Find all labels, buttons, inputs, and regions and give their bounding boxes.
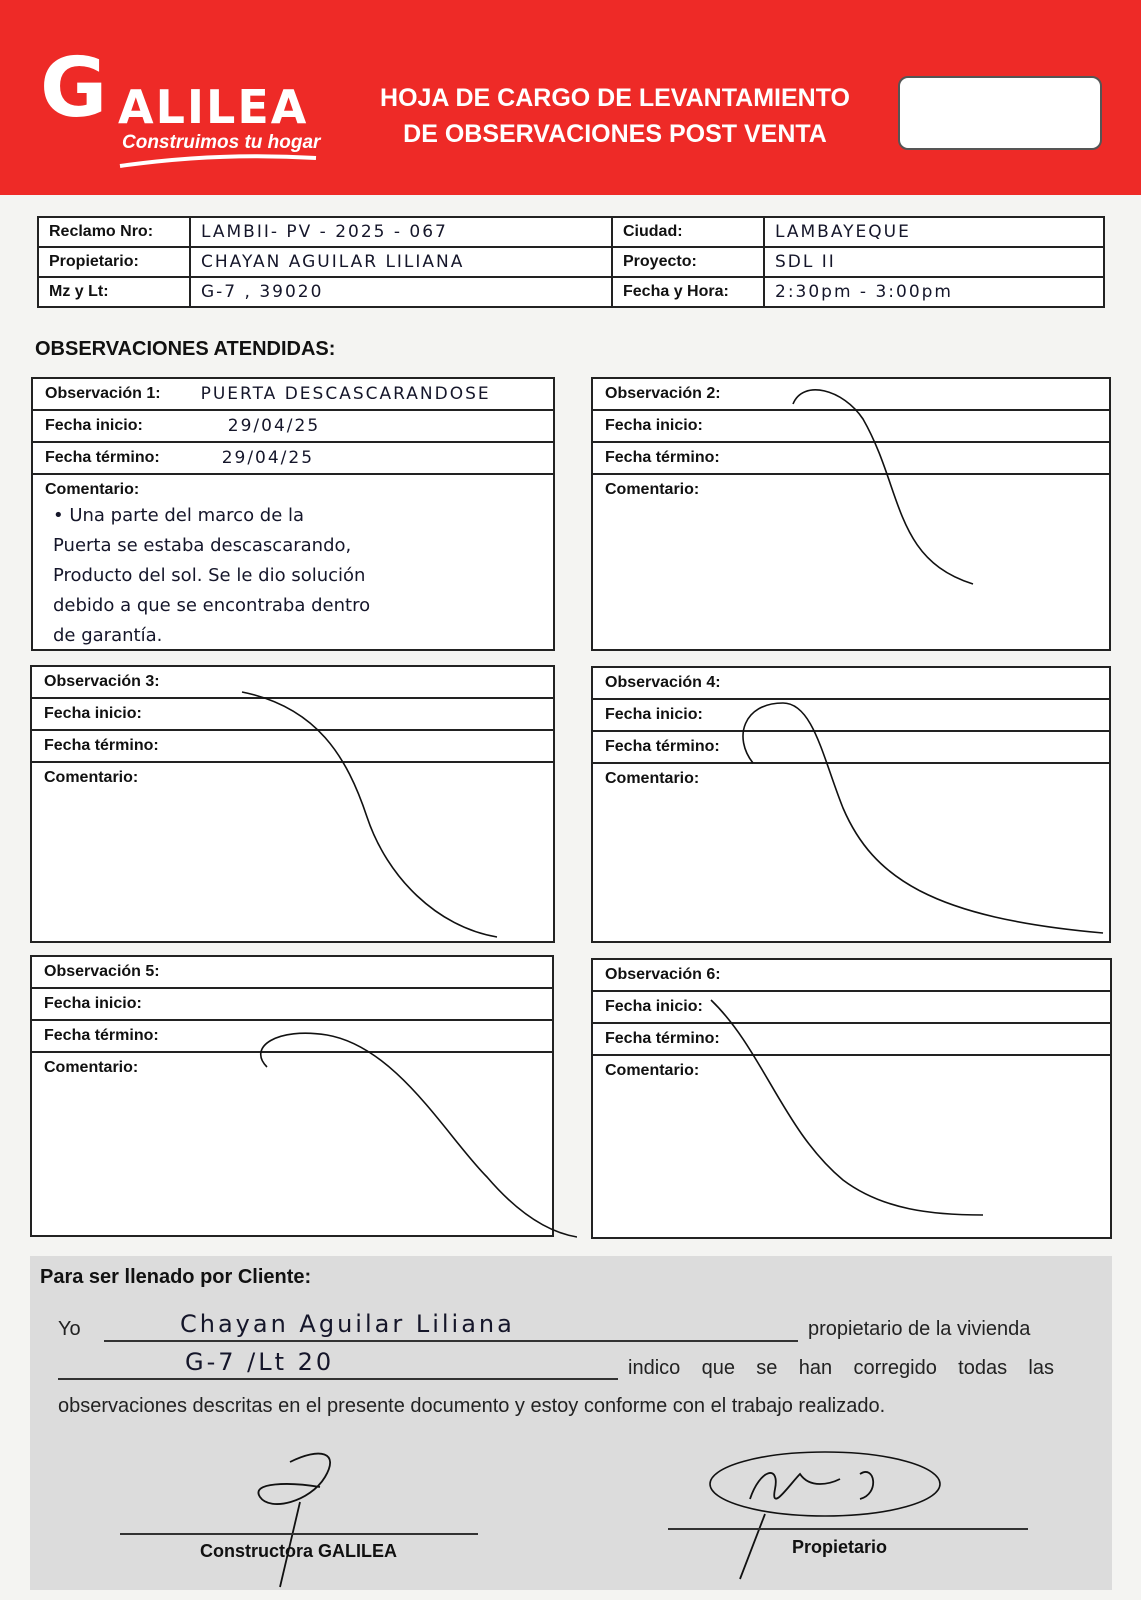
propietario-signature-line [668, 1528, 1028, 1530]
observation-5 [30, 955, 554, 1237]
observation-4-fecha-inicio-label: Fecha inicio: [593, 700, 1109, 732]
observation-6-title: Observación 6: [593, 960, 1110, 992]
logo-swoosh-icon [118, 154, 318, 168]
proyecto-value: SDL II [775, 252, 836, 272]
document-title [355, 80, 875, 152]
observation-2-fecha-termino-label: Fecha término: [593, 443, 1109, 475]
observation-1-title: Observación 1: [45, 385, 161, 402]
observation-1-comment [45, 501, 541, 651]
comment-line: de garantía. [53, 625, 163, 646]
observation-6-fecha-inicio-label: Fecha inicio: [593, 992, 1110, 1024]
observation-4-title: Observación 4: [593, 668, 1109, 700]
observation-1-value: PUERTA DESCASCARANDOSE [200, 384, 491, 404]
indico-text: indico que se han corregido todas las [628, 1357, 1054, 1379]
constructora-signature-line [120, 1533, 478, 1535]
logo-name: ALILEA [118, 80, 309, 134]
observation-6-comentario-label: Comentario: [605, 1062, 700, 1079]
mz-value: G-7 , 39020 [201, 282, 324, 302]
observation-3-title: Observación 3: [32, 667, 553, 699]
code-box [898, 76, 1102, 150]
observation-5-fecha-termino-label: Fecha término: [32, 1021, 552, 1053]
observation-5-comentario-label: Comentario: [44, 1059, 139, 1076]
propietario-signature-icon [700, 1444, 950, 1584]
observation-6 [591, 958, 1112, 1239]
logo-slogan: Construimos tu hogar [122, 132, 321, 153]
observation-1 [31, 377, 555, 651]
info-table [37, 216, 1105, 308]
observation-1-fecha-termino: 29/04/25 [221, 448, 315, 468]
owner-name: Chayan Aguilar Liliana [180, 1310, 515, 1338]
title-line-2: DE OBSERVACIONES POST VENTA [403, 120, 827, 148]
observation-3-fecha-inicio-label: Fecha inicio: [32, 699, 553, 731]
propietario-value: CHAYAN AGUILAR LILIANA [201, 252, 465, 272]
comment-line: Puerta se estaba descascarando, [53, 535, 352, 556]
yo-label: Yo [58, 1318, 81, 1340]
owner-name-line [104, 1340, 798, 1342]
comment-line: Producto del sol. Se le dio solución [53, 565, 366, 586]
observation-6-fecha-termino-label: Fecha término: [593, 1024, 1110, 1056]
observation-3-fecha-termino-label: Fecha término: [32, 731, 553, 763]
ciudad-label: Ciudad: [612, 217, 764, 247]
fecha-hora-label: Fecha y Hora: [612, 277, 764, 307]
comment-line: • Una parte del marco de la [53, 505, 305, 526]
client-section [30, 1256, 1112, 1590]
observation-1-fecha-termino-label: Fecha término: [45, 449, 160, 466]
logo-letter: G [40, 41, 106, 136]
header-banner [0, 0, 1141, 195]
reclamo-value: LAMBII- PV - 2025 - 067 [201, 222, 448, 242]
observation-1-fecha-inicio-label: Fecha inicio: [45, 417, 143, 434]
propietario-label: Propietario [792, 1537, 888, 1557]
observation-2-fecha-inicio-label: Fecha inicio: [593, 411, 1109, 443]
closing-text: observaciones descritas en el presente documento y estoy conforme con el trabajo realizado. [58, 1395, 886, 1417]
observation-3-comentario-label: Comentario: [44, 769, 139, 786]
propietario-label: Propietario: [38, 247, 190, 277]
reclamo-label: Reclamo Nro: [38, 217, 190, 247]
client-section-title: Para ser llenado por Cliente: [40, 1266, 312, 1288]
observation-2-comentario-label: Comentario: [605, 481, 700, 498]
observation-2 [591, 377, 1111, 651]
comment-line: debido a que se encontraba dentro [53, 595, 371, 616]
observation-4-fecha-termino-label: Fecha término: [593, 732, 1109, 764]
observation-3 [30, 665, 555, 943]
constructora-signature-icon [230, 1442, 370, 1592]
fecha-hora-value: 2:30pm - 3:00pm [775, 282, 953, 302]
title-line-1: HOJA DE CARGO DE LEVANTAMIENTO [380, 84, 850, 112]
observation-1-comentario-label: Comentario: [45, 481, 140, 498]
galilea-logo [40, 41, 325, 173]
mz-label: Mz y Lt: [38, 277, 190, 307]
propietario-text: propietario de la vivienda [808, 1318, 1031, 1340]
proyecto-label: Proyecto: [612, 247, 764, 277]
lot-value: G-7 /Lt 20 [185, 1348, 335, 1376]
observation-4-comentario-label: Comentario: [605, 770, 700, 787]
constructora-label: Constructora GALILEA [200, 1541, 398, 1561]
observation-5-title: Observación 5: [32, 957, 552, 989]
section-title: OBSERVACIONES ATENDIDAS: [35, 338, 336, 360]
lot-line [58, 1378, 618, 1380]
observation-1-fecha-inicio: 29/04/25 [227, 416, 321, 436]
ciudad-value: LAMBAYEQUE [775, 222, 911, 242]
observation-2-title: Observación 2: [593, 379, 1109, 411]
observation-4 [591, 666, 1111, 943]
observation-5-fecha-inicio-label: Fecha inicio: [32, 989, 552, 1021]
